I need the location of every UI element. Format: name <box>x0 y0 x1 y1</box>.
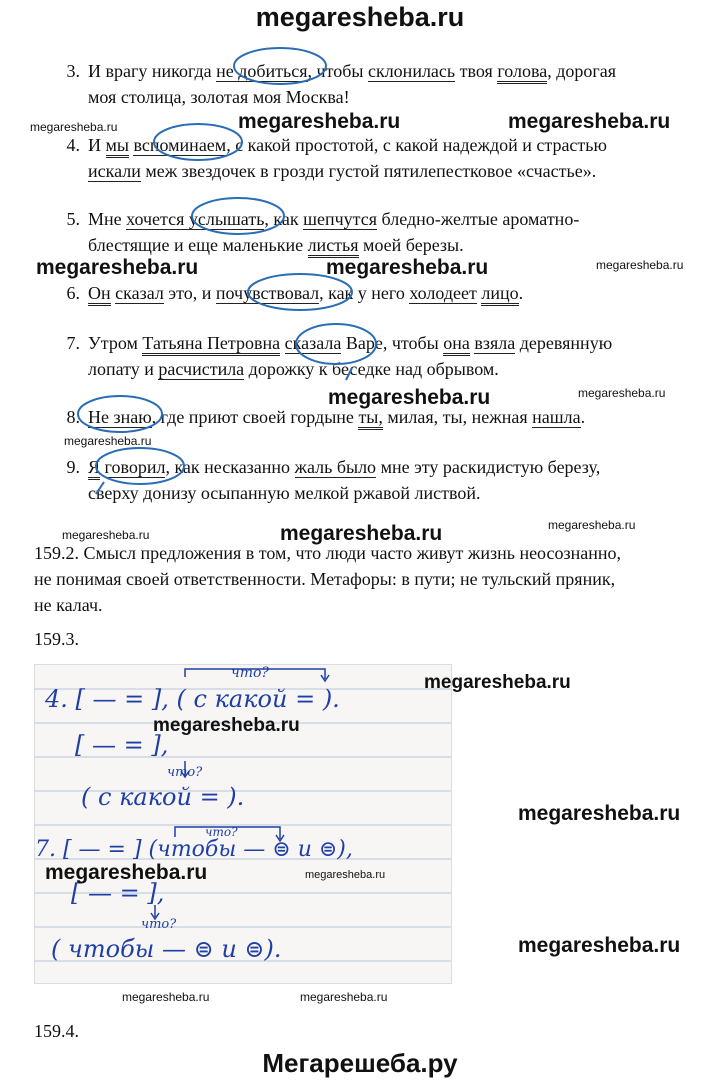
site-footer[interactable]: Мегарешеба.ру <box>262 1048 458 1078</box>
text: моя столица, золотая моя Москва! <box>88 87 350 107</box>
text: это, и <box>163 283 216 303</box>
text: , чтобы <box>307 61 368 81</box>
oval-3 <box>234 48 326 84</box>
text: , с какой простотой, с какой надеждой и страстью <box>226 135 607 155</box>
subject: Он <box>88 283 111 306</box>
answer-159-3-label: 159.3. <box>34 629 79 649</box>
watermark: megaresheba.ru <box>45 861 208 884</box>
text: , как несказанно <box>165 457 295 477</box>
text: меж звездочек в грозди густой пятилепестковое «счастье». <box>140 161 597 181</box>
predicate: искали <box>88 161 141 181</box>
watermark: megaresheba.ru <box>30 120 118 134</box>
watermark: megaresheba.ru <box>62 528 150 542</box>
watermark: megaresheba.ru <box>518 934 681 957</box>
text: Варе, чтобы <box>341 333 444 353</box>
watermark: megaresheba.ru <box>424 672 571 693</box>
text: Мне <box>88 209 127 229</box>
answer-line: не калач. <box>34 595 103 615</box>
text: , где приют своей гордыне <box>151 407 359 427</box>
question-label: что? <box>205 825 238 839</box>
text: бледно-желтые ароматно- <box>377 209 580 229</box>
oval-5 <box>192 198 284 234</box>
question-label: что? <box>231 665 269 681</box>
predicate: почувствовал <box>215 283 320 303</box>
watermark: megaresheba.ru <box>596 258 684 272</box>
subject: Я <box>88 457 100 480</box>
scheme-row-4a: 4. [ — = ], ( с какой = ). <box>45 685 340 713</box>
answer-159-4-label: 159.4. <box>34 1021 79 1041</box>
subject: Татьяна Петровна <box>142 333 280 356</box>
question-label: что? <box>167 765 203 780</box>
watermark: megaresheba.ru <box>122 990 210 1004</box>
scheme-row-7b: [ — = ], <box>71 879 165 907</box>
watermark: megaresheba.ru <box>300 990 388 1004</box>
predicate: склонилась <box>367 61 456 81</box>
text: деревянную <box>515 333 613 353</box>
predicate: сказала <box>284 333 342 353</box>
predicate: говорил <box>104 457 166 477</box>
predicate: взяла <box>474 333 516 353</box>
text: . <box>580 407 586 427</box>
predicate: не добиться <box>216 61 308 81</box>
text: лопату и <box>88 359 159 379</box>
predicate: жаль было <box>294 457 377 477</box>
item-number: 7. <box>66 333 80 353</box>
item-number: 4. <box>66 135 80 155</box>
watermark: megaresheba.ru <box>280 522 443 545</box>
text: И <box>88 135 106 155</box>
subject: листья <box>308 235 359 258</box>
oval-tail-9 <box>96 482 104 494</box>
item-number: 3. <box>66 61 80 81</box>
scheme-row-7a: 7. [ — = ] (чтобы — ⊜ и ⊜), <box>35 837 353 862</box>
text: дорожку к беседке над обрывом. <box>244 359 499 379</box>
text: , как <box>264 209 304 229</box>
text: твоя <box>455 61 498 81</box>
watermark: megaresheba.ru <box>518 802 681 825</box>
subject: голова <box>497 61 547 84</box>
scheme-row-7c: ( чтобы — ⊜ и ⊜). <box>51 935 282 963</box>
text: Утром <box>88 333 143 353</box>
oval-tail-7 <box>346 368 352 380</box>
watermark: megaresheba.ru <box>508 110 671 133</box>
answer-line: не понимая своей ответственности. Метафоры: в пути; не тульский пряник, <box>34 569 616 589</box>
subject: она <box>443 333 470 356</box>
predicate: вспоминаем <box>133 135 227 155</box>
predicate: шепчутся <box>303 209 378 229</box>
watermark: megaresheba.ru <box>64 434 152 448</box>
oval-8 <box>78 396 162 432</box>
site-header[interactable]: megaresheba.ru <box>255 2 465 32</box>
text: блестящие и еще маленькие <box>88 235 308 255</box>
watermark: megaresheba.ru <box>305 869 386 881</box>
text: сверху донизу осыпанную мелкой ржавой листвой. <box>88 483 481 503</box>
subject: лицо <box>481 283 518 306</box>
text: , дорогая <box>547 61 617 81</box>
text: моей березы. <box>358 235 464 255</box>
item-number: 5. <box>66 209 80 229</box>
oval-4 <box>154 124 242 160</box>
watermark: megaresheba.ru <box>328 386 491 409</box>
predicate: холодеет <box>409 283 477 303</box>
watermark: megaresheba.ru <box>326 256 489 279</box>
predicate: Не знаю <box>88 407 152 427</box>
question-label: что? <box>141 917 177 932</box>
oval-7 <box>296 324 376 364</box>
scheme-row-4c: ( с какой = ). <box>81 783 245 811</box>
answer-159-2 <box>34 540 714 618</box>
predicate: хочется услышать <box>126 209 265 229</box>
watermark: megaresheba.ru <box>238 110 401 133</box>
predicate: сказал <box>115 283 164 303</box>
text: милая, ты, нежная <box>382 407 533 427</box>
watermark: megaresheba.ru <box>36 256 199 279</box>
oval-9 <box>96 448 184 484</box>
watermark: megaresheba.ru <box>548 518 636 532</box>
item-number: 9. <box>66 457 80 477</box>
item-number: 6. <box>66 283 80 303</box>
item-number: 8. <box>66 407 80 427</box>
text: . <box>518 283 524 303</box>
text: , как у него <box>319 283 410 303</box>
text: мне эту раскидистую березу, <box>376 457 601 477</box>
answer-line: 159.2. Смысл предложения в том, что люди часто живут жизнь неосознанно, <box>34 543 621 563</box>
handwritten-scheme-photo <box>34 664 452 984</box>
scheme-row-4b: [ — = ], <box>75 731 169 759</box>
predicate: нашла <box>532 407 581 427</box>
predicate: расчистила <box>158 359 245 379</box>
watermark: megaresheba.ru <box>153 715 300 736</box>
subject: ты, <box>358 407 382 430</box>
subject: мы <box>106 135 129 158</box>
text: И врагу никогда <box>88 61 217 81</box>
watermark: megaresheba.ru <box>578 386 666 400</box>
